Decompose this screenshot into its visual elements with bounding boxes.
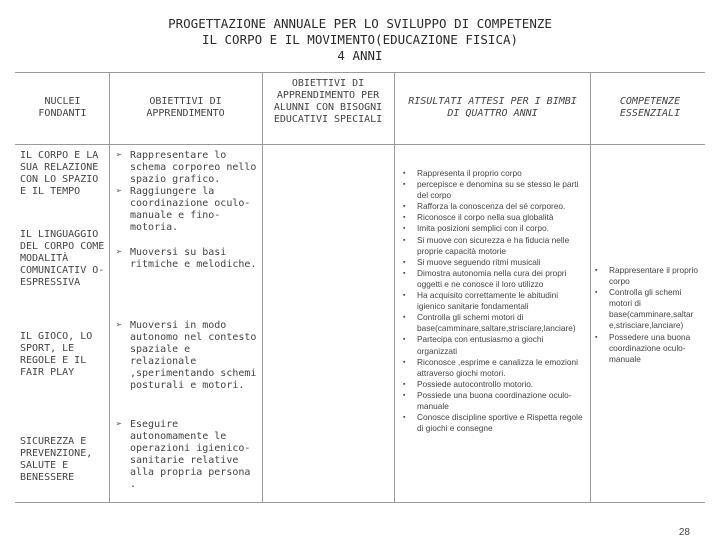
page-number: 28: [678, 527, 690, 538]
risultato-item: ▪ Rafforza la conoscenza del sé corporeo.: [403, 201, 585, 212]
obiettivo-item: ➢ Raggiungere la coordinazione oculo-manuale e fino-motoria.: [116, 186, 258, 234]
risultato-item: ▪ Ha acquisito correttamente le abitudini igienico sanitarie fondamentali: [403, 290, 585, 312]
title-line-3: 4 ANNI: [337, 48, 383, 63]
title-line-1: PROGETTAZIONE ANNUALE PER LO SVILUPPO DI COMPETENZE: [168, 16, 552, 31]
competenza-item: ▪ Possedere una buona coordinazione oculo-manuale: [595, 332, 703, 365]
risultato-item: ▪ Rappresenta il proprio corpo: [403, 168, 585, 179]
table-top-border: [15, 72, 705, 73]
obiettivi-group-4: [116, 419, 258, 491]
competenza-item: ▪ Rappresentare il proprio corpo: [595, 265, 703, 287]
column-divider-4: [590, 72, 591, 502]
header-obiettivi-speciali: OBIETTIVI DI APPRENDIMENTO PER ALUNNI CON BISOGNI EDUCATIVI SPECIALI: [273, 78, 383, 125]
title-line-2: IL CORPO E IL MOVIMENTO(EDUCAZIONE FISICA): [201, 32, 519, 47]
risultato-item: ▪ percepisce e denomina su se stesso le parti del corpo: [403, 179, 585, 201]
column-divider-1: [109, 72, 110, 502]
obiettivo-item: ➢ Muoversi su basi ritmiche e melodiche.: [116, 247, 258, 271]
obiettivi-group-2: [116, 247, 258, 271]
competenze-essenziali-list: [595, 265, 703, 365]
header-bottom-border: [15, 144, 705, 145]
risultato-item: ▪ Imita posizioni semplici con il corpo.: [403, 223, 585, 234]
risultato-item: ▪ Possiede autocontrollo motorio.: [403, 379, 585, 390]
nucleo-linguaggio-corpo: IL LINGUAGGIO DEL CORPO COME MODALITÀ COMUNICATIV O-ESPRESSIVA: [20, 229, 105, 288]
risultato-item: ▪ Si muove con sicurezza e ha fiducia nelle proprie capacità motorie: [403, 235, 585, 257]
risultato-item: ▪ Conosce discipline sportive e Rispetta regole di giochi e consegne: [403, 412, 585, 434]
obiettivo-item: ➢ Muoversi in modo autonomo nel contesto spaziale e relazionale ,sperimentando schemi posturali e motori.: [116, 320, 258, 392]
risultato-item: ▪ Riconosce ,esprime e canalizza le emozioni attraverso giochi motori.: [403, 357, 585, 379]
header-nuclei-fondanti: NUCLEI FONDANTI: [38, 96, 87, 119]
column-divider-2: [262, 72, 263, 502]
obiettivo-item: ➢ Eseguire autonomamente le operazioni igienico-sanitarie relative alla propria persona .: [116, 419, 258, 491]
obiettivo-item: ➢ Rappresentare lo schema corporeo nello spazio grafico.: [116, 150, 258, 186]
risultato-item: ▪ Si muove seguendo ritmi musicali: [403, 257, 585, 268]
header-obiettivi: OBIETTIVI DI APPRENDIMENTO: [146, 96, 225, 119]
obiettivi-group-1: [116, 150, 258, 234]
risultato-item: ▪ Dimostra autonomia nella cura dei propri oggetti e ne conosce il loro utilizzo: [403, 268, 585, 290]
obiettivi-group-3: [116, 320, 258, 392]
document-title: [0, 16, 720, 64]
risultati-attesi-list: [403, 168, 585, 434]
header-risultati-attesi: RISULTATI ATTESI PER I BIMBI DI QUATTRO ANNI: [408, 96, 577, 119]
column-divider-3: [394, 72, 395, 502]
nucleo-gioco-sport: IL GIOCO, LO SPORT, LE REGOLE E IL FAIR PLAY: [20, 331, 93, 378]
risultato-item: ▪ Riconosce il corpo nella sua globalità: [403, 212, 585, 223]
nucleo-corpo-spazio-tempo: IL CORPO E LA SUA RELAZIONE CON LO SPAZIO E IL TEMPO: [20, 150, 99, 197]
nucleo-sicurezza-salute: SICUREZZA E PREVENZIONE, SALUTE E BENESSERE: [20, 436, 93, 483]
risultato-item: ▪ Possiede una buona coordinazione oculo-manuale: [403, 390, 585, 412]
competenza-item: ▪ Controlla gli schemi motori di base(camminare,saltar e,strisciare,lanciare): [595, 287, 703, 331]
table-bottom-border: [15, 502, 705, 503]
risultato-item: ▪ Partecipa con entusiasmo a giochi organizzati: [403, 334, 585, 356]
risultato-item: ▪ Controlla gli schemi motori di base(camminare,saltare,strisciare,lanciare): [403, 312, 585, 334]
header-competenze-essenziali: COMPETENZE ESSENZIALI: [619, 96, 681, 119]
